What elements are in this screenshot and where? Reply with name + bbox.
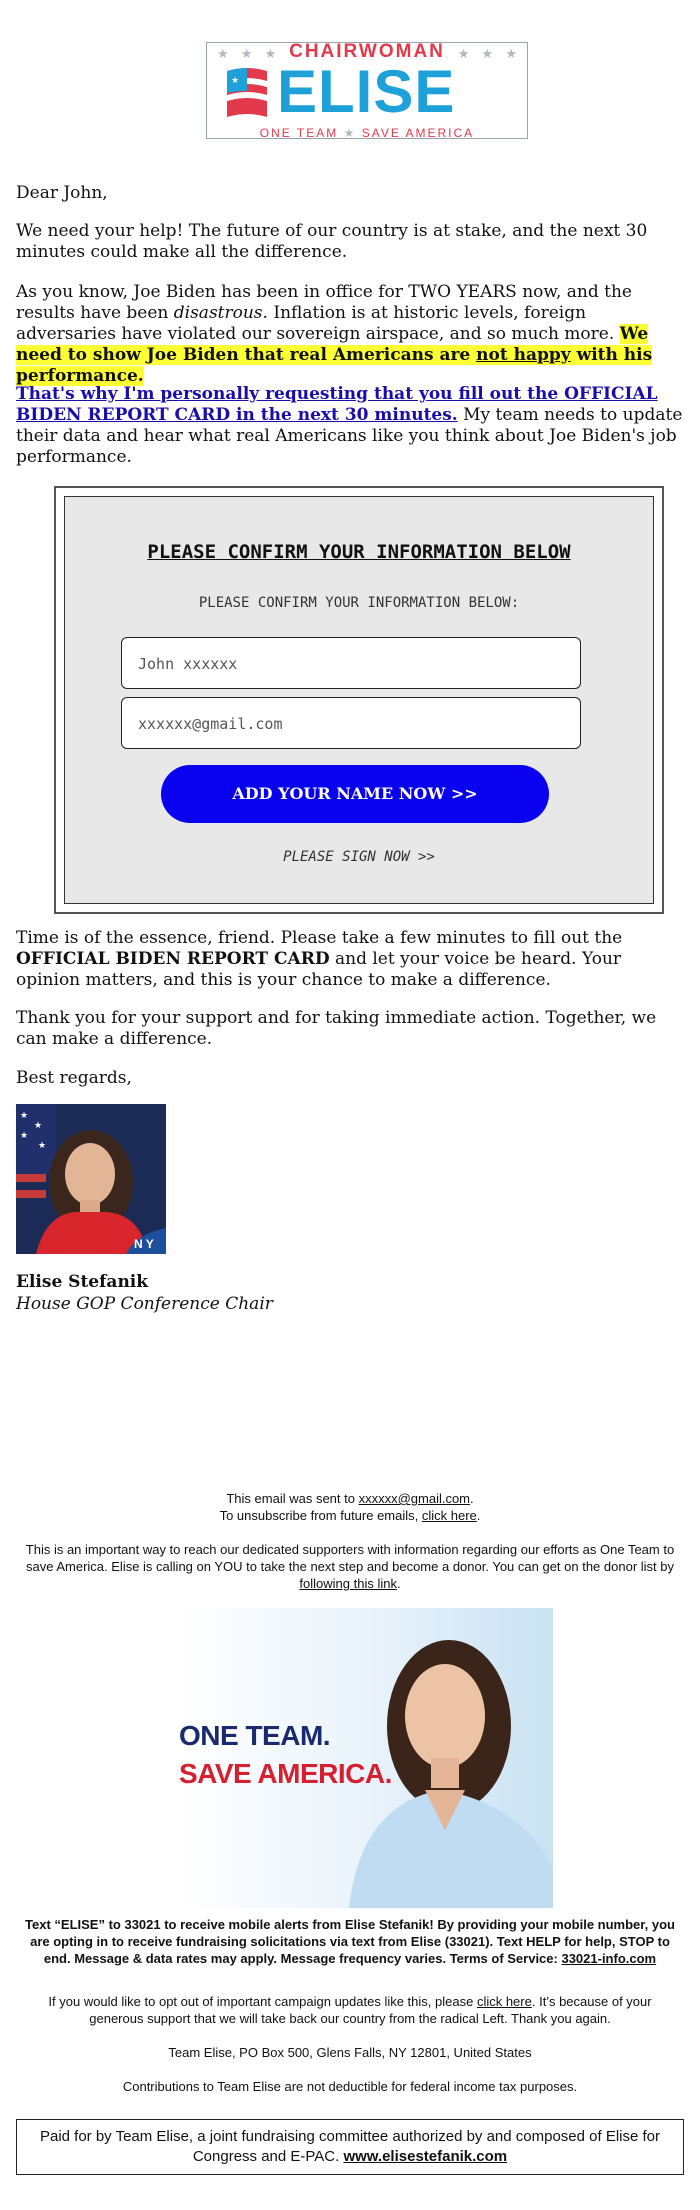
paragraph-3 xyxy=(16,384,684,468)
sms-paragraph xyxy=(16,1916,684,1967)
p2-emphasis: disastrous xyxy=(173,303,263,323)
p4-text-a: Time is of the essence, friend. Please take a few minutes to fill out the xyxy=(16,928,623,948)
p2-text-a: As you know, Joe Biden has been in office for TWO YEARS now, and the results have been xyxy=(16,282,632,323)
svg-text:N Y: N Y xyxy=(134,1237,154,1251)
paid-text: Paid for by Team Elise, a joint fundraising committee authorized by and composed of Elise for Congress and E-PAC. xyxy=(39,2128,661,2165)
p3-text: My team needs to update their data and hear what real Americans like you think about Joe Biden's job performance. xyxy=(16,405,683,467)
p4-bold: OFFICIAL BIDEN REPORT CARD xyxy=(16,949,330,969)
signer-title: House GOP Conference Chair xyxy=(16,1294,273,1314)
mailing-address: Team Elise, PO Box 500, Glens Falls, NY 12801, United States xyxy=(168,2045,532,2060)
unsub-suffix: . xyxy=(476,1508,481,1523)
p2-highlight-a: We need to show Joe Biden that real Americans are xyxy=(16,324,649,365)
closing: Best regards, xyxy=(16,1068,132,1088)
logo-tagline xyxy=(207,126,527,140)
website-link[interactable]: www.elisestefanik.com xyxy=(343,2148,508,2165)
optout-link[interactable]: click here xyxy=(476,1994,532,2009)
report-card-link[interactable]: That's why I'm personally requesting that you fill out the OFFICIAL BIDEN REPORT CARD in the next 30 minutes. xyxy=(16,384,658,425)
p4-text-b: and let your voice be heard. Your opinion matters, and this is your chance to make a difference. xyxy=(16,949,622,990)
svg-text:★: ★ xyxy=(34,1121,43,1131)
optout-prefix: If you would like to opt out of important campaign updates like this, please xyxy=(48,1994,477,2009)
optout-paragraph xyxy=(16,1993,684,2027)
one-team-banner xyxy=(179,1608,553,1908)
banner-line-1: ONE TEAM. xyxy=(179,1720,331,1751)
campaign-logo xyxy=(206,42,528,139)
add-your-name-button[interactable]: ADD YOUR NAME NOW >> xyxy=(161,765,549,823)
sent-to-suffix: . xyxy=(470,1491,474,1506)
sms-terms-link[interactable]: 33021-info.com xyxy=(561,1951,657,1966)
svg-text:★: ★ xyxy=(231,76,240,86)
paragraph-1: We need your help! The future of our country is at stake, and the next 30 minutes could make all the difference. xyxy=(16,221,648,262)
paragraph-4 xyxy=(16,928,684,991)
logo-name: ELISE xyxy=(277,58,456,125)
logo-stars-right: ★ ★ ★ xyxy=(457,47,521,62)
svg-text:★: ★ xyxy=(38,1141,47,1151)
name-field[interactable]: John xxxxxx xyxy=(121,637,581,689)
p2-highlight-underlined: not happy xyxy=(476,345,571,365)
confirm-form-box xyxy=(54,486,664,914)
greeting: Dear John, xyxy=(16,183,108,203)
unsubscribe-link[interactable]: click here xyxy=(421,1508,477,1523)
unsubscribe-line xyxy=(16,1507,684,1524)
logo-tagline-right: SAVE AMERICA xyxy=(361,126,475,140)
sign-now-link[interactable]: PLEASE SIGN NOW >> xyxy=(283,849,435,865)
elise-portrait xyxy=(16,1104,166,1254)
sent-to-line xyxy=(16,1490,684,1507)
sent-to-prefix: This email was sent to xyxy=(226,1491,359,1506)
donor-paragraph xyxy=(16,1541,684,1592)
p2-highlight-b: with his performance. xyxy=(16,345,653,386)
banner-line-2: SAVE AMERICA. xyxy=(179,1758,392,1789)
donor-list-link[interactable]: following this link xyxy=(299,1576,397,1591)
recipient-email-link[interactable]: xxxxxx@gmail.com xyxy=(358,1491,471,1506)
logo-tagline-left: ONE TEAM xyxy=(259,126,339,140)
donor-text: This is an important way to reach our dedicated supporters with information regarding our efforts as One Team to save America. Elise is calling on YOU to take the next step and become a donor. You can get on the donor list by xyxy=(25,1542,675,1574)
logo-top-text: CHAIRWOMAN xyxy=(289,41,445,62)
svg-text:★: ★ xyxy=(20,1131,29,1141)
logo-stars-left: ★ ★ ★ xyxy=(217,47,281,62)
paid-for-box xyxy=(16,2119,684,2175)
form-title: PLEASE CONFIRM YOUR INFORMATION BELOW xyxy=(147,541,571,563)
tax-disclaimer: Contributions to Team Elise are not deductible for federal income tax purposes. xyxy=(122,2079,578,2094)
flag-icon xyxy=(225,65,269,121)
confirm-form-inner xyxy=(64,496,654,904)
unsub-prefix: To unsubscribe from future emails, xyxy=(219,1508,422,1523)
signer-name: Elise Stefanik xyxy=(16,1272,149,1292)
form-subtitle: PLEASE CONFIRM YOUR INFORMATION BELOW: xyxy=(198,595,520,611)
p2-text-b: . Inflation is at historic levels, foreign adversaries have violated our sovereign airspace, and so much more. xyxy=(16,303,620,344)
email-field[interactable]: xxxxxx@gmail.com xyxy=(121,697,581,749)
paragraph-5: Thank you for your support and for taking immediate action. Together, we can make a difference. xyxy=(16,1008,657,1049)
logo-tagline-star: ★ xyxy=(343,126,357,140)
svg-text:★: ★ xyxy=(20,1111,29,1121)
optout-suffix: . It’s because of your generous support that we will take back our country from the radical Left. Thank you again. xyxy=(89,1994,652,2026)
sms-text: Text “ELISE” to 33021 to receive mobile alerts from Elise Stefanik! By providing your mobile number, you are opting in to receive fundraising solicitations via text from Elise (33021). Text HELP for help, STOP to end. Message & data rates may apply. Message frequency varies. Terms of Service: xyxy=(25,1917,675,1966)
paragraph-2 xyxy=(16,282,684,387)
donor-suffix: . xyxy=(396,1576,401,1591)
